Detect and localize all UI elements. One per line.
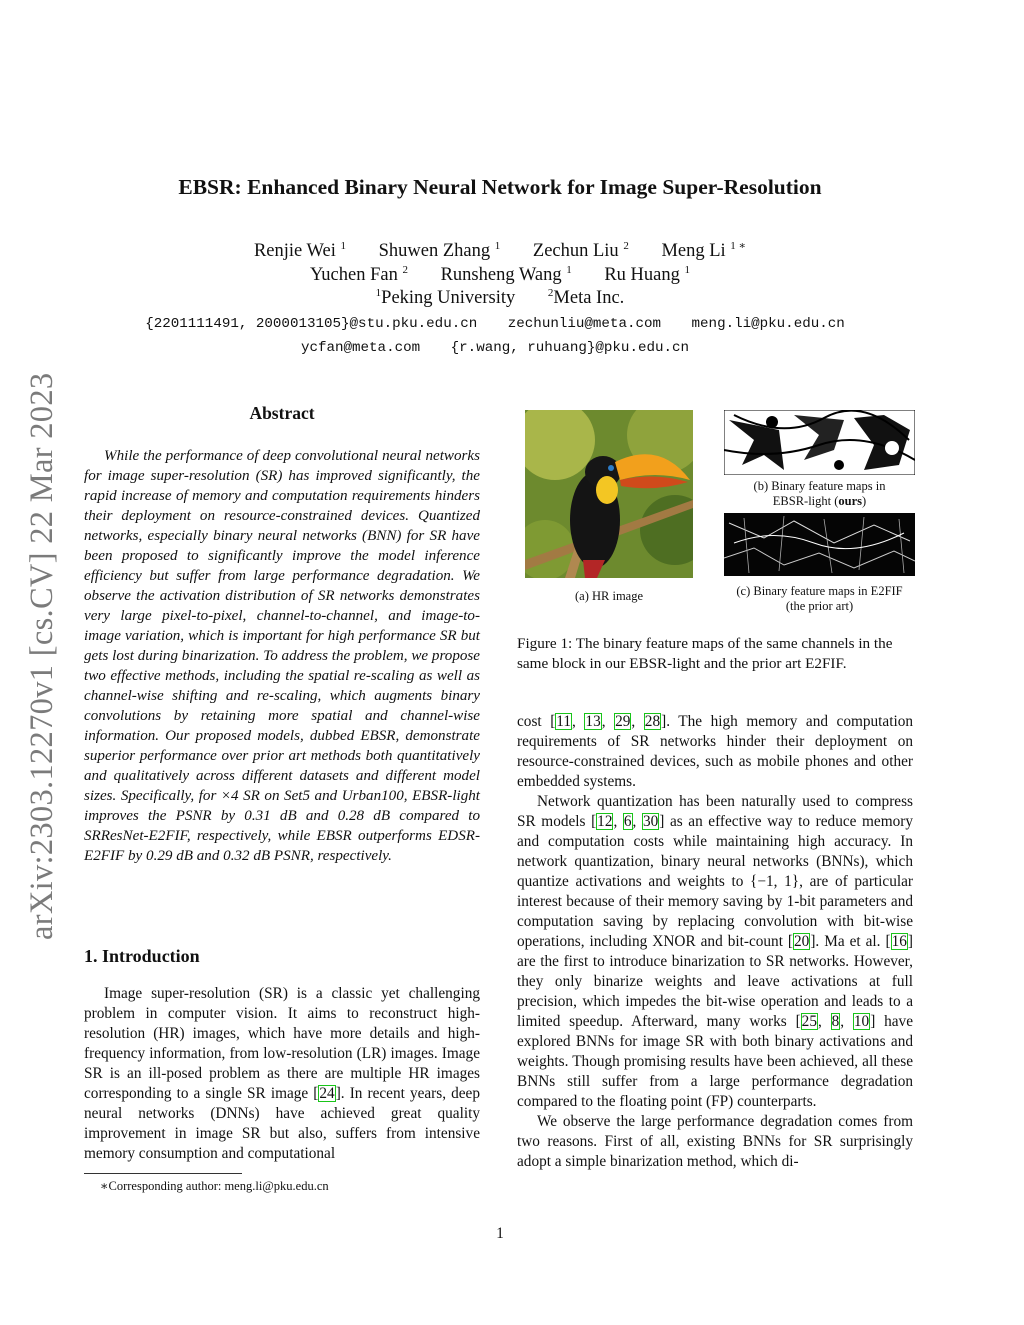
arxiv-identifier: arXiv:2303.12270v1 [cs.CV] 22 Mar 2023 [24, 372, 60, 940]
citation-link[interactable]: 30 [642, 813, 659, 830]
email-row-2 [0, 340, 990, 356]
intro-body [84, 984, 480, 1164]
author: Shuwen Zhang $^1$ [378, 240, 501, 261]
email-row-1 [0, 316, 990, 332]
section-heading-introduction: 1. Introduction [84, 946, 200, 966]
paragraph: Network quantization has been naturally used to compress SR models [12, 6, 30] as an effective way to reduce memory and computation costs while maintaining high accuracy. In network quantization, binary neural networks (BNNs), which quantize activations and weights to {−1, 1}, are of particular interest because of their memory saving by 1-bit parameters and computation saving by replacing convolution with bit-wise operations, including XNOR and bit-count [20]. Ma et al. [16] are the first to introduce binarization to SR networks. However, they only binarize weights and leave activations at full precision, which impedes the bit-wise operation and leads to a limited speedup. Afterward, many works [25, 8, 10] have explored BNNs for image SR with both binary activations and weights. Though promising results have been achieved, all these BNNs still suffer from a large performance degradation compared to the floating point (FP) counterparts. [517, 793, 913, 1110]
author-row-1 [0, 241, 1000, 262]
affiliation: $^2$Meta Inc. [547, 287, 625, 308]
abstract-text: While the performance of deep convolutional neural networks for image super-resolution (SR) has improved significantly, the rapid increase of memory and computation requirements hinders their deployment on resource-constrained devices. Quantized networks, especially binary neural networks (BNN) for SR have been proposed to significantly improve the model inference efficiency but suffer from large performance degradation. We observe the activation distribution of SR networks demonstrates very large pixel-to-pixel, channel-to-channel, and image-to-image variation, which is important for high performance SR but gets lost during binarization. To address the problem, we propose two effective methods, including the spatial re-scaling as well as channel-wise shifting and re-scaling, which augments binary convolutions by retaining more spatial and channel-wise information. Our proposed models, dubbed EBSR, demonstrate superior performance over prior art methods both quantitatively and qualitatively across different datasets and different model sizes. Specifically, for ×4 SR on Set5 and Urban100, EBSR-light improves the PSNR by 0.31 dB and 0.28 dB compared to SRResNet-E2FIF, respectively, while EBSR outperforms EDSR-E2FIF by 0.29 dB and 0.32 dB PSNR, respectively. [84, 448, 480, 864]
figure-caption: Figure 1: The binary feature maps of the same channels in the same block in our EBSR-light and the prior art E2FIF. [517, 635, 893, 672]
subcaption-c: (c) Binary feature maps in E2FIF (the prior art) [736, 584, 903, 613]
citation-link[interactable]: 10 [853, 1013, 870, 1030]
citation-link[interactable]: 16 [891, 933, 907, 950]
right-column-body [517, 712, 913, 1172]
footnote: ∗Corresponding author: meng.li@pku.edu.cn [100, 1179, 329, 1193]
email: ycfan@meta.com [300, 340, 421, 356]
abstract-heading: Abstract [249, 403, 315, 423]
citation-link[interactable]: 12 [597, 813, 613, 830]
paragraph: We observe the large performance degradation comes from two reasons. First of all, existing BNNs for SR surprisingly adopt a simple binarization method, which di- [517, 1113, 913, 1170]
paper-title: EBSR: Enhanced Binary Neural Network for Image Super-Resolution [178, 175, 822, 199]
subcaption-b: (b) Binary feature maps in EBSR-light (ours) [753, 479, 886, 508]
author-row-2 [0, 265, 1000, 286]
email: zechunliu@meta.com [507, 316, 662, 332]
citation-link[interactable]: 29 [615, 713, 631, 730]
author: Yuchen Fan $^2$ [309, 264, 408, 285]
author: Meng Li $^{1 ∗}$ [661, 240, 747, 261]
citation-link[interactable]: 13 [585, 713, 601, 730]
author: Runsheng Wang $^1$ [440, 264, 572, 285]
citation-link[interactable]: 8 [831, 1013, 840, 1030]
email: {r.wang, ruhuang}@pku.edu.cn [450, 340, 690, 356]
abstract-body [84, 446, 480, 866]
email: meng.li@pku.edu.cn [691, 316, 845, 332]
author: Renjie Wei $^1$ [253, 240, 347, 261]
affiliation: $^1$Peking University [375, 287, 516, 308]
email: {2201111491, 2000013105}@stu.pku.edu.cn [145, 316, 478, 332]
author: Ru Huang $^1$ [604, 264, 690, 285]
citation-link[interactable]: 11 [556, 713, 572, 730]
citation-link[interactable]: 20 [794, 933, 810, 950]
footnote-rule [84, 1173, 242, 1174]
binary-feature-maps-e2fif [724, 513, 915, 576]
citation-link[interactable]: 6 [623, 813, 632, 830]
page-number: 1 [496, 1225, 504, 1242]
citation-link[interactable]: 25 [801, 1013, 817, 1030]
binary-feature-maps-ebsr-light [724, 410, 915, 475]
citation-link[interactable]: 28 [644, 713, 661, 730]
author: Zechun Liu $^2$ [532, 240, 629, 261]
affiliations [0, 288, 1000, 309]
intro-paragraph: Image super-resolution (SR) is a classic yet challenging problem in computer vision. It aims to reconstruct high-resolution (HR) images, which have more details and high-frequency information, from low-resolution (LR) images. Image SR is an ill-posed problem as there are multiple HR images corresponding to a single SR image [24]. In recent years, deep neural networks (DNNs) have achieved great quality improvement in image SR but also, suffers from intensive memory consumption and computational [84, 985, 480, 1162]
paragraph: cost [11, 13, 29, 28]. The high memory and computation requirements of SR networks hinder their deployment on resource-constrained devices, such as mobile phones and other embedded systems. [517, 713, 914, 790]
citation-link[interactable]: 24 [319, 1085, 335, 1102]
subcaption-a: (a) HR image [574, 589, 644, 603]
hr-toucan-image [525, 410, 693, 578]
